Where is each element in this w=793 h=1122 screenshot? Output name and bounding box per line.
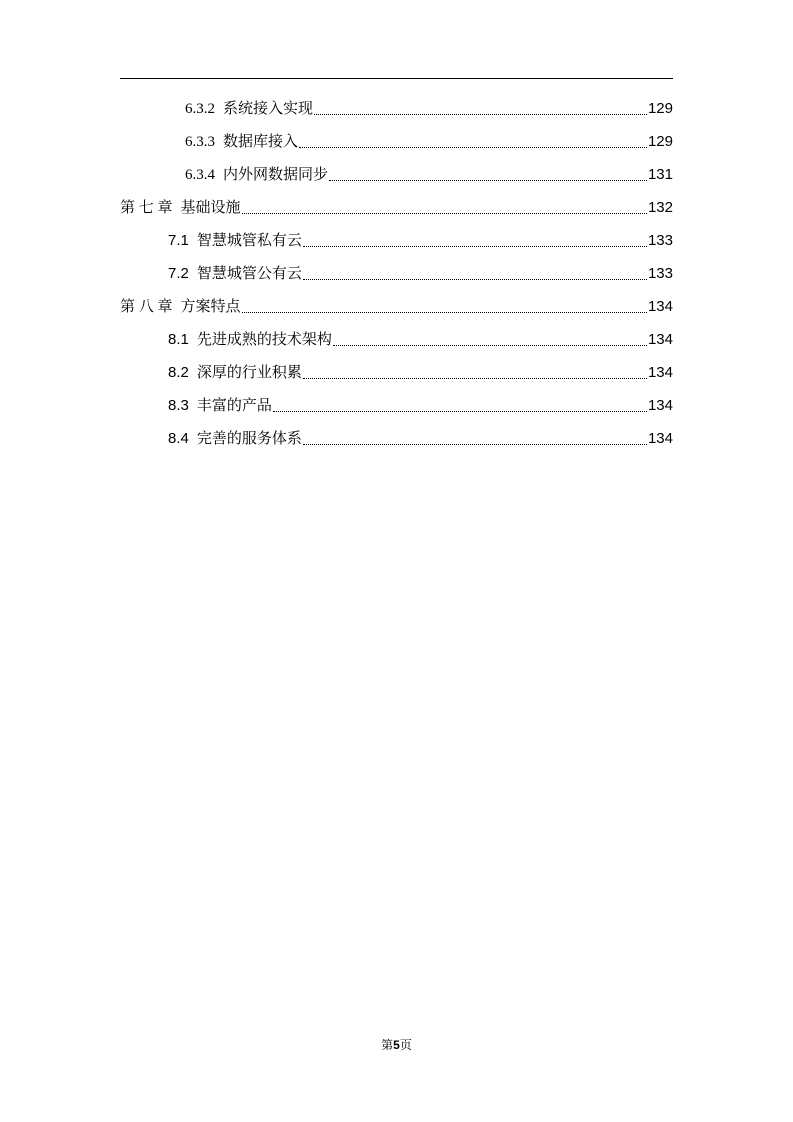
toc-entry-page: 129 bbox=[647, 100, 673, 117]
toc-entry-number: 6.3.3 bbox=[185, 134, 215, 150]
footer-suffix: 页 bbox=[399, 1038, 412, 1052]
toc-entry-title: 内外网数据同步 bbox=[223, 167, 329, 183]
toc-entry-page: 131 bbox=[647, 166, 673, 183]
toc-entry-title: 数据库接入 bbox=[223, 134, 299, 150]
toc-entry-8-2[interactable] bbox=[168, 360, 673, 386]
toc-entry-8-3[interactable] bbox=[168, 393, 673, 419]
toc-entry-title: 系统接入实现 bbox=[223, 101, 314, 117]
toc-entry-number: 6.3.2 bbox=[185, 101, 215, 117]
toc-entry-chapter-7[interactable] bbox=[120, 195, 673, 221]
toc-dot-leader bbox=[299, 147, 647, 148]
toc-entry-title: 深厚的行业积累 bbox=[196, 365, 302, 381]
toc-entry-title: 智慧城管公有云 bbox=[196, 266, 302, 282]
toc-entry-number: 8.4 bbox=[168, 430, 189, 447]
toc-entry-number: 7.1 bbox=[168, 232, 189, 249]
toc-entry-6-3-4[interactable] bbox=[185, 162, 673, 188]
toc-dot-leader bbox=[333, 345, 647, 346]
toc-entry-page: 129 bbox=[647, 133, 673, 150]
toc-dot-leader bbox=[303, 279, 647, 280]
toc-entry-title: 基础设施 bbox=[180, 200, 241, 216]
toc-entry-number: 6.3.4 bbox=[185, 167, 215, 183]
toc-dot-leader bbox=[242, 213, 647, 214]
toc-entry-8-4[interactable] bbox=[168, 426, 673, 452]
toc-entry-chapter-8[interactable] bbox=[120, 294, 673, 320]
toc-entry-8-1[interactable] bbox=[168, 327, 673, 353]
toc-entry-page: 133 bbox=[647, 265, 673, 282]
toc-entry-page: 134 bbox=[647, 430, 673, 447]
page-footer bbox=[0, 1036, 793, 1053]
toc-entry-title: 完善的服务体系 bbox=[196, 431, 302, 447]
toc-entry-page: 132 bbox=[647, 199, 673, 216]
toc-entry-title: 先进成熟的技术架构 bbox=[196, 332, 332, 348]
toc-entry-page: 133 bbox=[647, 232, 673, 249]
toc-entry-page: 134 bbox=[647, 364, 673, 381]
toc-dot-leader bbox=[303, 444, 647, 445]
footer-page-number: 5 bbox=[393, 1038, 400, 1052]
toc-entry-7-2[interactable] bbox=[168, 261, 673, 287]
toc-entry-6-3-3[interactable] bbox=[185, 129, 673, 155]
toc-entry-number: 8.1 bbox=[168, 331, 189, 348]
footer-prefix: 第 bbox=[381, 1038, 394, 1052]
toc-entry-number: 7.2 bbox=[168, 265, 189, 282]
toc-entry-6-3-2[interactable] bbox=[185, 96, 673, 122]
toc-dot-leader bbox=[303, 378, 647, 379]
toc-entry-page: 134 bbox=[647, 397, 673, 414]
toc-dot-leader bbox=[242, 312, 647, 313]
toc-chapter-number: 第 七 章 bbox=[120, 200, 173, 216]
toc-entry-7-1[interactable] bbox=[168, 228, 673, 254]
toc-chapter-number: 第 八 章 bbox=[120, 299, 173, 315]
toc-entry-title: 丰富的产品 bbox=[196, 398, 272, 414]
toc-dot-leader bbox=[314, 114, 647, 115]
toc-entry-page: 134 bbox=[647, 331, 673, 348]
toc-dot-leader bbox=[329, 180, 647, 181]
toc-entry-title: 智慧城管私有云 bbox=[196, 233, 302, 249]
toc-entry-title: 方案特点 bbox=[180, 299, 241, 315]
toc-entry-page: 134 bbox=[647, 298, 673, 315]
toc-entry-number: 8.3 bbox=[168, 397, 189, 414]
toc-entry-number: 8.2 bbox=[168, 364, 189, 381]
toc-dot-leader bbox=[273, 411, 647, 412]
header-rule bbox=[120, 78, 673, 79]
toc-dot-leader bbox=[303, 246, 647, 247]
